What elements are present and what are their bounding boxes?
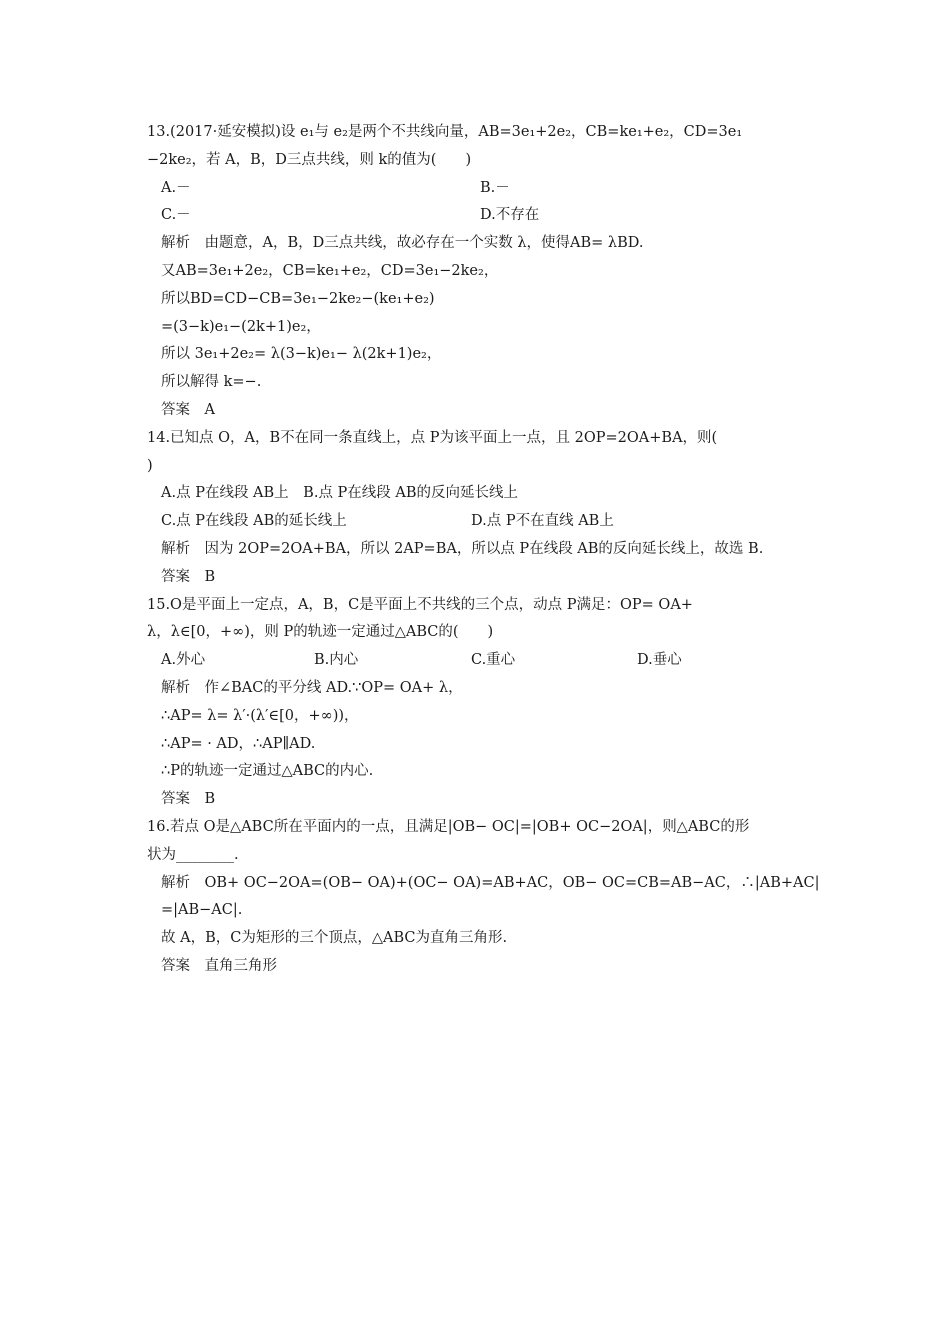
q16-stem-line1: 16.若点 O是△ABC所在平面内的一点，且满足|OB− OC|=|OB+ OC−2OA|，则△ABC的形 [147, 819, 750, 835]
q16-stem-line2: 状为________. [147, 847, 239, 863]
q13-solution-line: =(3−k)e₁−(2k+1)e₂， [161, 319, 321, 335]
q14-stem-line2: ) [147, 458, 153, 474]
q13-option-d: D.不存在 [480, 207, 540, 223]
q15-solution-line: 解析 作∠BAC的平分线 AD.∵OP= OA+ λ， [161, 680, 463, 696]
q15-option-a: A.外心 [161, 652, 206, 668]
q15-solution-line: ∴AP= λ= λ′·(λ′∈[0，+∞))， [161, 708, 359, 724]
q15-stem-line1: 15.O是平面上一定点，A，B，C是平面上不共线的三个点，动点 P满足：OP= OA+ [147, 597, 693, 613]
q14-stem-line1: 14.已知点 O，A，B不在同一条直线上，点 P为该平面上一点，且 2OP=2OA+BA，则( [147, 430, 718, 446]
q13-solution-line: 又AB=3e₁+2e₂，CB=ke₁+e₂，CD=3e₁−2ke₂， [161, 263, 499, 279]
q15-solution-line: ∴P的轨迹一定通过△ABC的内心. [161, 763, 374, 779]
q14-answer: 答案 B [161, 569, 216, 585]
q16-answer: 答案 直角三角形 [161, 958, 277, 974]
q14-solution: 解析 因为 2OP=2OA+BA，所以 2AP=BA，所以点 P在线段 AB的反向延长线上，故选 B. [161, 541, 764, 557]
q16-solution-line: =|AB−AC|. [161, 902, 243, 918]
q15-solution-line: ∴AP= · AD，∴AP∥AD. [161, 736, 316, 752]
q13-option-b: B.－ [480, 180, 510, 196]
q14-options-ab: A.点 P在线段 AB上 B.点 P在线段 AB的反向延长线上 [161, 485, 519, 501]
q13-stem-line2: −2ke₂，若 A，B，D三点共线，则 k的值为( ) [147, 152, 472, 168]
q14-option-c: C.点 P在线段 AB的延长线上 [161, 513, 347, 529]
q13-solution-line: 所以解得 k=−. [161, 374, 262, 390]
q16-solution-line: 解析 OB+ OC−2OA=(OB− OA)+(OC− OA)=AB+AC，OB− OC=CB=AB−AC，∴|AB+AC| [161, 875, 820, 891]
q13-solution-line: 所以 3e₁+2e₂= λ(3−k)e₁− λ(2k+1)e₂， [161, 346, 442, 362]
q15-answer: 答案 B [161, 791, 216, 807]
q13-solution-line: 解析 由题意，A，B，D三点共线，故必存在一个实数 λ，使得AB= λBD. [161, 235, 644, 251]
q13-stem-line1: 13.(2017·延安模拟)设 e₁与 e₂是两个不共线向量，AB=3e₁+2e₂，CB=ke₁+e₂，CD=3e₁ [147, 124, 743, 140]
q15-stem-line2: λ，λ∈[0，+∞)，则 P的轨迹一定通过△ABC的( ) [147, 624, 494, 640]
q14-option-d: D.点 P不在直线 AB上 [471, 513, 614, 529]
q13-option-a: A.－ [161, 180, 191, 196]
q16-solution-line: 故 A，B，C为矩形的三个顶点，△ABC为直角三角形. [161, 930, 508, 946]
q15-option-b: B.内心 [314, 652, 359, 668]
q13-solution-line: 所以BD=CD−CB=3e₁−2ke₂−(ke₁+e₂) [161, 291, 435, 307]
q15-option-c: C.重心 [471, 652, 516, 668]
q13-option-c: C.－ [161, 207, 191, 223]
q13-answer: 答案 A [161, 402, 215, 418]
q15-option-d: D.垂心 [637, 652, 682, 668]
